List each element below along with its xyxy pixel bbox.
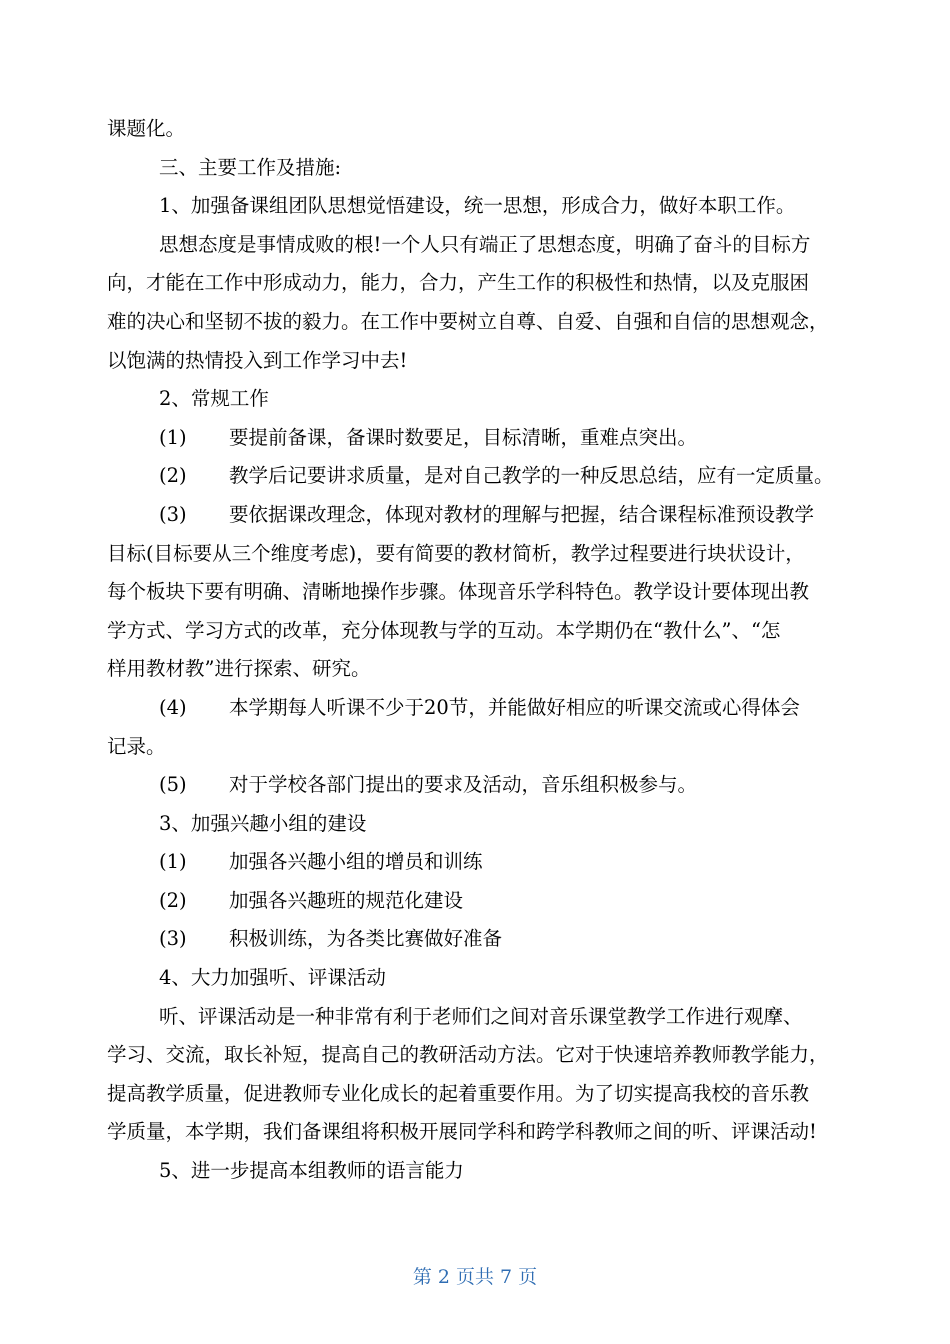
paragraph-line: 思想态度是事情成败的根!一个人只有端正了思想态度，明确了奋斗的目标方 xyxy=(159,232,811,256)
document-body xyxy=(107,110,847,1191)
list-item-number: (4) xyxy=(159,695,187,719)
page-number-footer: 第 2 页共 7 页 xyxy=(412,1266,538,1288)
list-item-text: 要提前备课，备课时数要足，目标清晰，重难点突出。 xyxy=(229,425,698,449)
paragraph-line: 样用教材教”进行探索、研究。 xyxy=(107,657,371,681)
list-item xyxy=(107,882,847,921)
list-item-number: (5) xyxy=(159,773,187,797)
paragraph-line: 向，才能在工作中形成动力，能力，合力，产生工作的积极性和热情，以及克服困 xyxy=(107,271,810,295)
list-item xyxy=(107,457,847,496)
paragraph-line: 以饱满的热情投入到工作学习中去! xyxy=(107,348,408,372)
subheading-2: 2、常规工作 xyxy=(159,387,269,411)
subheading-5: 5、进一步提高本组教师的语言能力 xyxy=(159,1159,464,1183)
list-item xyxy=(107,843,847,882)
list-item-multiline xyxy=(107,689,847,766)
list-item-number: (2) xyxy=(159,888,187,912)
list-item-text: 积极训练，为各类比赛做好准备 xyxy=(229,927,503,951)
list-item xyxy=(107,689,847,728)
list-item-number: (1) xyxy=(159,425,187,449)
paragraph-line: 学质量，本学期，我们备课组将积极开展同学科和跨学科教师之间的听、评课活动! xyxy=(107,1120,817,1144)
paragraph-line: 提高教学质量，促进教师专业化成长的起着重要作用。为了切实提高我校的音乐教 xyxy=(107,1081,810,1105)
list-item-text: 教学后记要讲求质量，是对自己教学的一种反思总结，应有一定质量。 xyxy=(229,464,834,488)
section-heading-main-work: 三、主要工作及措施: xyxy=(159,155,342,179)
text-line-continuation: 课题化。 xyxy=(107,117,186,140)
list-item-text: 加强各兴趣班的规范化建设 xyxy=(229,888,464,912)
list-item xyxy=(107,419,847,458)
subheading-4: 4、大力加强听、评课活动 xyxy=(159,966,386,990)
list-item xyxy=(107,920,847,959)
paragraph-line: 记录。 xyxy=(107,734,166,758)
paragraph-line: 每个板块下要有明确、清晰地操作步骤。体现音乐学科特色。教学设计要体现出教 xyxy=(107,580,810,604)
list-item-number: (2) xyxy=(159,464,187,488)
list-item-number: (3) xyxy=(159,927,187,951)
list-item-text: 要依据课改理念，体现对教材的理解与把握，结合课程标准预设教学 xyxy=(229,502,815,526)
subheading-3: 3、加强兴趣小组的建设 xyxy=(159,811,367,835)
list-item xyxy=(107,496,847,535)
list-item-text: 加强各兴趣小组的增员和训练 xyxy=(229,850,483,874)
list-item-text: 本学期每人听课不少于20节，并能做好相应的听课交流或心得体会 xyxy=(229,695,800,719)
paragraph-line: 学方式、学习方式的改革，充分体现教与学的互动。本学期仍在“教什么”、“怎 xyxy=(107,618,781,642)
paragraph-lesson-review xyxy=(107,998,847,1152)
paragraph-line: 难的决心和坚韧不拔的毅力。在工作中要树立自尊、自爱、自强和自信的思想观念， xyxy=(107,309,829,333)
paragraph-line: 学习、交流，取长补短，提高自己的教研活动方法。它对于快速培养教师教学能力， xyxy=(107,1043,829,1067)
list-item xyxy=(107,766,847,805)
paragraph-line: 目标(目标要从三个维度考虑)，要有简要的教材简析，教学过程要进行块状设计， xyxy=(107,541,805,565)
subheading-1: 1、加强备课组团队思想觉悟建设，统一思想，形成合力，做好本职工作。 xyxy=(159,194,796,218)
paragraph-attitude xyxy=(107,226,847,380)
list-item-multiline xyxy=(107,496,847,689)
list-item-text: 对于学校各部门提出的要求及活动，音乐组积极参与。 xyxy=(229,773,698,797)
paragraph-line: 听、评课活动是一种非常有利于老师们之间对音乐课堂教学工作进行观摩、 xyxy=(159,1004,803,1028)
list-item-number: (3) xyxy=(159,502,187,526)
list-item-number: (1) xyxy=(159,850,187,874)
